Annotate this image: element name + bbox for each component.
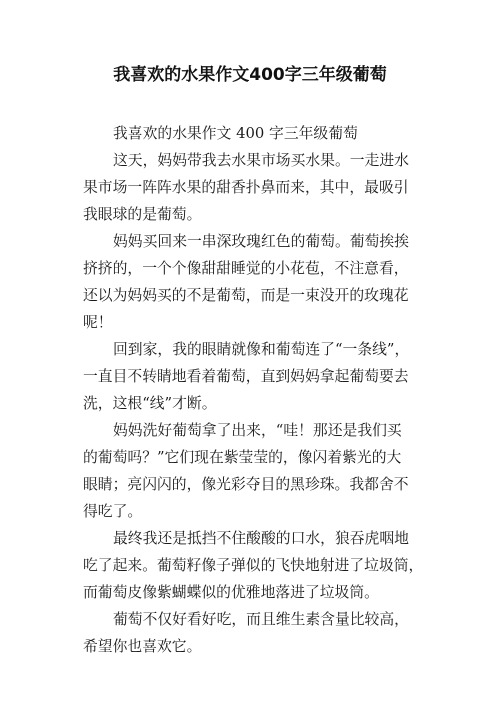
text-line: 得吃了。 [83,503,143,520]
text-line: 洗，这根“线”才断。 [83,395,217,412]
text-line: 葡萄不仅好看好吃，而且维生素含量比较高， [113,611,409,628]
text-line: 而葡萄皮像紫蝴蝶似的优雅地落进了垃圾筒。 [83,584,379,601]
text-line: 妈妈买回来一串深玫瑰红色的葡萄。葡萄挨挨 [113,233,409,250]
text-line: 一直目不转睛地看着葡萄，直到妈妈拿起葡萄要去 [83,368,409,385]
text-line: 我喜欢的水果作文 400 字三年级葡萄 [113,125,358,142]
text-line: 我眼球的是葡萄。 [83,206,202,223]
text-line: 的葡萄吗？”它们现在紫莹莹的，像闪着紫光的大 [83,449,402,466]
text-line: 还以为妈妈买的不是葡萄，而是一束没开的玫瑰花 [83,287,409,304]
text-line: 吃了起来。葡萄籽像子弹似的飞快地射进了垃圾筒， [83,557,424,574]
text-line: 回到家，我的眼睛就像和葡萄连了“一条线”， [113,341,410,358]
text-line: 呢！ [83,314,113,331]
text-line: 这天，妈妈带我去水果市场买水果。一走进水 [113,152,409,169]
text-line: 眼睛；亮闪闪的，像光彩夺目的黑珍珠。我都舍不 [83,476,409,493]
text-line: 希望你也喜欢它。 [83,638,202,655]
document-title: 我喜欢的水果作文400字三年级葡萄 [113,65,387,85]
text-line: 妈妈洗好葡萄拿了出来，“哇！那还是我们买 [113,422,402,439]
text-line: 挤挤的，一个个像甜甜睡觉的小花苞，不注意看， [83,260,409,277]
text-line: 果市场一阵阵水果的甜香扑鼻而来，其中，最吸引 [83,179,409,196]
document-body [83,120,428,660]
text-line: 最终我还是抵挡不住酸酸的口水，狼吞虎咽地 [113,530,409,547]
